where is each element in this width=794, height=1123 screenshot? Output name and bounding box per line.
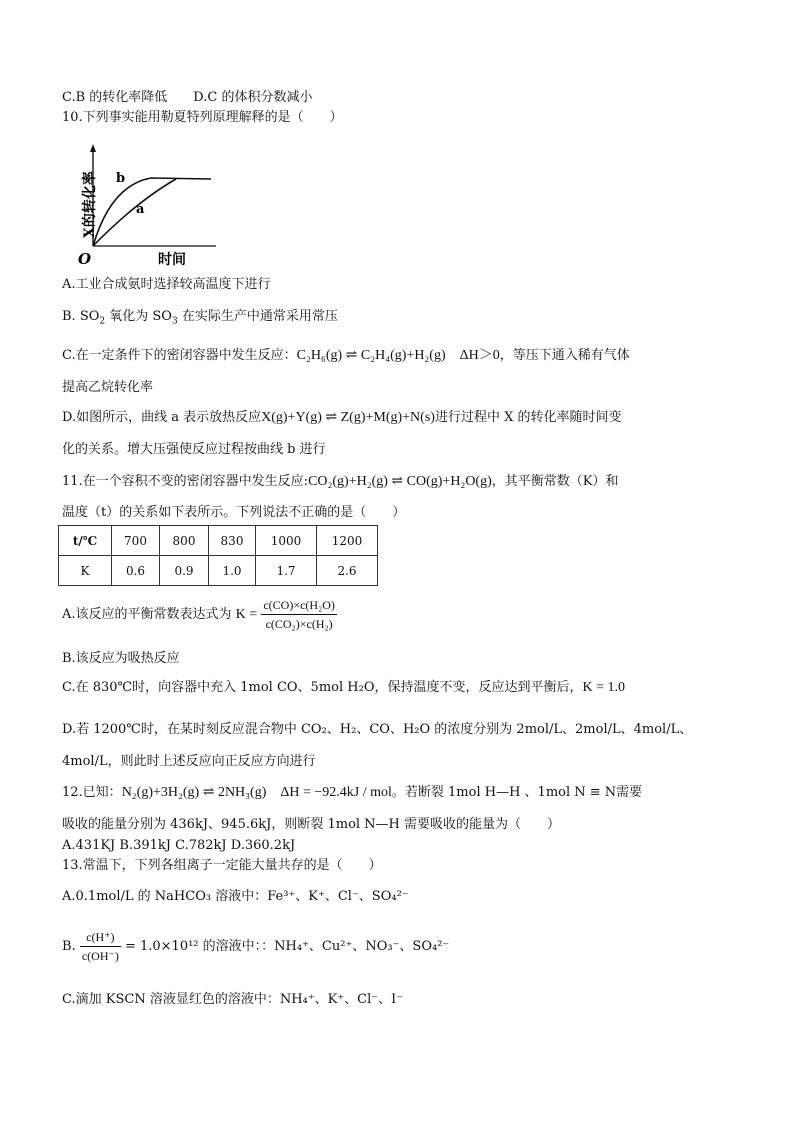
question-10-option-c-line2: 提高乙烷转化率 (62, 380, 154, 395)
question-11-option-d-line2: 4mol/L，则此时上述反应向正反应方向进行 (62, 754, 316, 769)
question-11-option-b: B.该反应为吸热反应 (62, 651, 180, 666)
fraction-numerator: c(H⁺) (80, 929, 121, 947)
question-10-option-b: B. $SO_2$ 氧化为 $SO_3$ 在实际生产中通常采用常压 (62, 309, 338, 327)
opt-b-part1: B. SO (62, 309, 100, 324)
question-13-stem: 13.常温下，下列各组离子一定能大量共存的是（ ） (62, 858, 382, 873)
k-expression-fraction (261, 597, 337, 632)
q13b-text: = 1.0×10¹² 的溶液中：：NH₄⁺、Cu²⁺、NO₃⁻、SO₄²⁻ (124, 939, 450, 954)
curve-b-label: b (116, 171, 126, 186)
question-13-option-a: A.0.1mol/L 的 NaHCO₃ 溶液中：Fe³⁺、K⁺、Cl⁻、SO₄²⁻ (62, 889, 409, 904)
table-cell: t/℃ (59, 526, 112, 556)
graph-origin: O (78, 250, 92, 268)
table-cell: K (59, 556, 112, 586)
question-11-stem-line1 (62, 474, 618, 490)
opt-c-text2: ，等压下通入稀有气体 (499, 348, 630, 363)
table-row (59, 556, 378, 586)
curve-a-label: a (136, 202, 145, 217)
q11c-text: C.在 830℃时，向容器中充入 1mol CO、5mol H₂O，保持温度不变，反应达到平衡后， (62, 680, 583, 695)
q12-text2: 。若断裂 1mol H—H 、1mol N ≡ N需要 (391, 785, 643, 800)
question-12-stem-line2: 吸收的能量分别为 436kJ、945.6kJ，则断裂 1mol N—H 需要吸收的能量为（ ） (62, 817, 561, 832)
conversion-time-graph (66, 140, 246, 268)
q11-equation: CO₂(g)+H₂(g) ⇌ CO(g)+H₂O(g) (308, 474, 492, 489)
question-11-option-d-line1: D.若 1200℃时，在某时刻反应混合物中 CO₂、H₂、CO、H₂O 的浓度分别为 2mol/L、2mol/L、4mol/L、 (62, 722, 693, 737)
opt-d-text: D.如图所示，曲线 a 表示放热反应 (62, 410, 262, 425)
table-cell: 0.9 (160, 556, 209, 586)
q11-text2: ，其平衡常数（K）和 (491, 474, 619, 489)
question-10-option-d-line1 (62, 410, 621, 426)
question-10-option-d-line2: 化的关系。增大压强使反应过程按曲线 b 进行 (62, 442, 326, 457)
table-header-row (59, 526, 378, 556)
opt-b-part2: 氧化为 SO (109, 309, 172, 324)
table-cell: 830 (209, 526, 256, 556)
question-10-option-c-line1 (62, 348, 630, 364)
table-cell: 700 (112, 526, 160, 556)
opt-d-equation: X(g)+Y(g) ⇌ Z(g)+M(g)+N(s) (261, 410, 435, 425)
fraction-denominator: c(OH⁻) (81, 949, 119, 963)
q11c-equation: K = 1.0 (582, 680, 625, 695)
q12-equation: N₂(g)+3H₂(g) ⇌ 2NH₃(g) ΔH = −92.4kJ / mol (121, 785, 392, 800)
q11a-k: K = (235, 607, 258, 622)
opt-b-part3: 在实际生产中通常采用常压 (181, 309, 338, 324)
question-11-stem-line2: 温度（t）的关系如下表所示。下列说法不正确的是（ ） (62, 505, 406, 520)
table-cell: 2.6 (317, 556, 378, 586)
question-13-option-c: C.滴加 KSCN 溶液显红色的溶液中：NH₄⁺、K⁺、Cl⁻、I⁻ (62, 992, 404, 1007)
question-12-options: A.431KJ B.391kJ C.782kJ D.360.2kJ (62, 838, 296, 853)
fraction-denominator: c(CO₂)×c(H₂) (265, 617, 333, 631)
graph-ylabel: X的转化率 (82, 171, 98, 238)
opt-d-text2: 进行过程中 X 的转化率随时间变 (434, 410, 622, 425)
q12-text: 12.已知： (62, 785, 122, 800)
q11a-text: A.该反应的平衡常数表达式为 (62, 607, 232, 622)
fraction-numerator: c(CO)×c(H₂O) (261, 597, 337, 615)
table-cell: 1.7 (256, 556, 317, 586)
table-cell: 1200 (317, 526, 378, 556)
question-10-stem: 10.下列事实能用勒夏特列原理解释的是（ ） (62, 110, 343, 125)
q13b-label: B. (62, 939, 76, 954)
table-cell: 0.6 (112, 556, 160, 586)
graph-xlabel: 时间 (158, 252, 186, 268)
concentration-ratio-fraction (80, 929, 121, 964)
opt-c-equation: C₂H₆(g) ⇌ C₂H₄(g)+H₂(g) ΔH＞0 (296, 348, 500, 363)
table-cell: 1.0 (209, 556, 256, 586)
question-10-option-a: A.工业合成氨时选择较高温度下进行 (62, 277, 271, 292)
equilibrium-constant-table (58, 525, 378, 586)
question-11-option-a (62, 596, 337, 634)
option-line: C.B 的转化率降低 D.C 的体积分数减小 (62, 90, 313, 105)
table-cell: 800 (160, 526, 209, 556)
opt-c-text: C.在一定条件下的密闭容器中发生反应： (62, 348, 297, 363)
question-12-stem-line1 (62, 785, 642, 801)
question-13-option-b (62, 928, 449, 966)
question-11-option-c (62, 680, 625, 696)
table-cell: 1000 (256, 526, 317, 556)
q11-text: 11.在一个容积不变的密闭容器中发生反应: (62, 474, 309, 489)
